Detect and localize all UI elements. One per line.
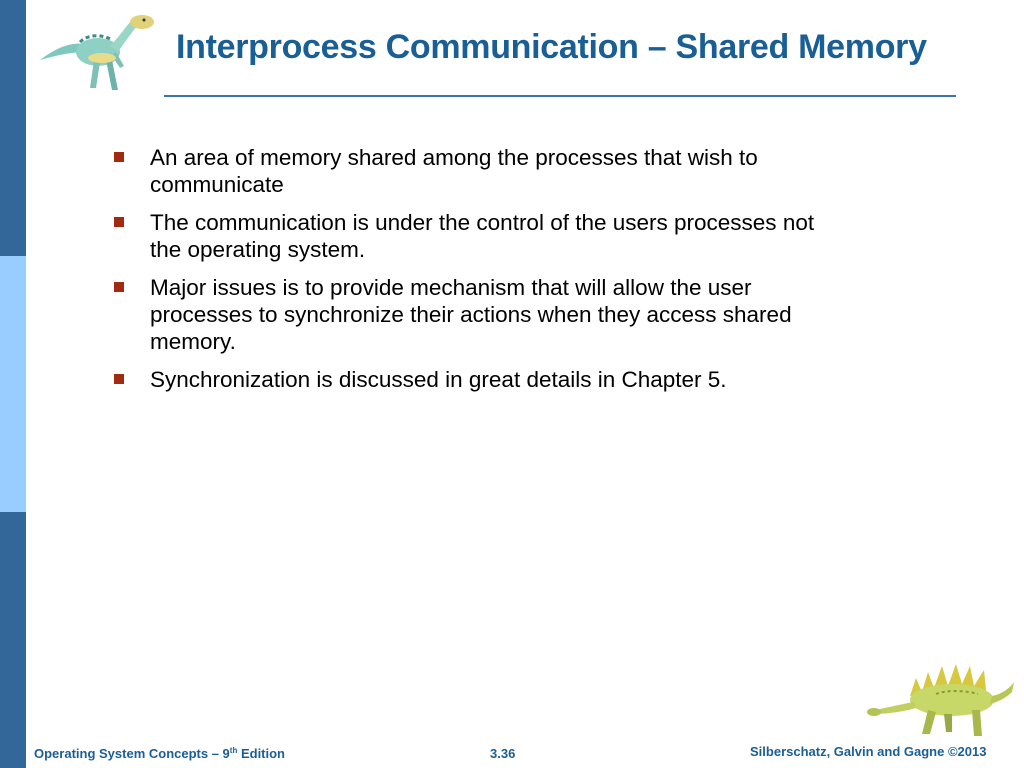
stegosaurus-icon [866,658,1016,738]
bullet-square-icon [114,374,124,384]
list-item [112,274,832,355]
list-item [112,144,832,198]
title-divider [164,95,956,97]
footer-book-suffix: Edition [237,746,286,761]
list-item [112,366,832,393]
sidebar-light-segment [0,256,26,512]
footer-page-number: 3.36 [490,746,516,761]
footer-book-title [34,746,285,761]
bullet-text: The communication is under the control of the users processes not the operating system. [150,210,815,262]
bullet-text: Synchronization is discussed in great details in Chapter 5. [150,367,727,392]
bullet-text: An area of memory shared among the processes that wish to communicate [150,145,758,197]
slide-title: Interprocess Communication – Shared Memory [176,28,927,66]
bullet-square-icon [114,282,124,292]
footer-copyright: Silberschatz, Galvin and Gagne ©2013 [750,744,987,759]
dinosaur-icon [36,8,158,96]
bullet-text: Major issues is to provide mechanism that will allow the user processes to synchronize their actions when they access shared memory. [150,275,792,354]
footer-book-prefix: Operating System Concepts – 9 [34,746,230,761]
left-sidebar-band [0,0,26,768]
footer-edition-superscript: th [229,746,238,755]
bullet-square-icon [114,152,124,162]
bullet-square-icon [114,217,124,227]
bullet-list [112,144,832,404]
list-item [112,209,832,263]
